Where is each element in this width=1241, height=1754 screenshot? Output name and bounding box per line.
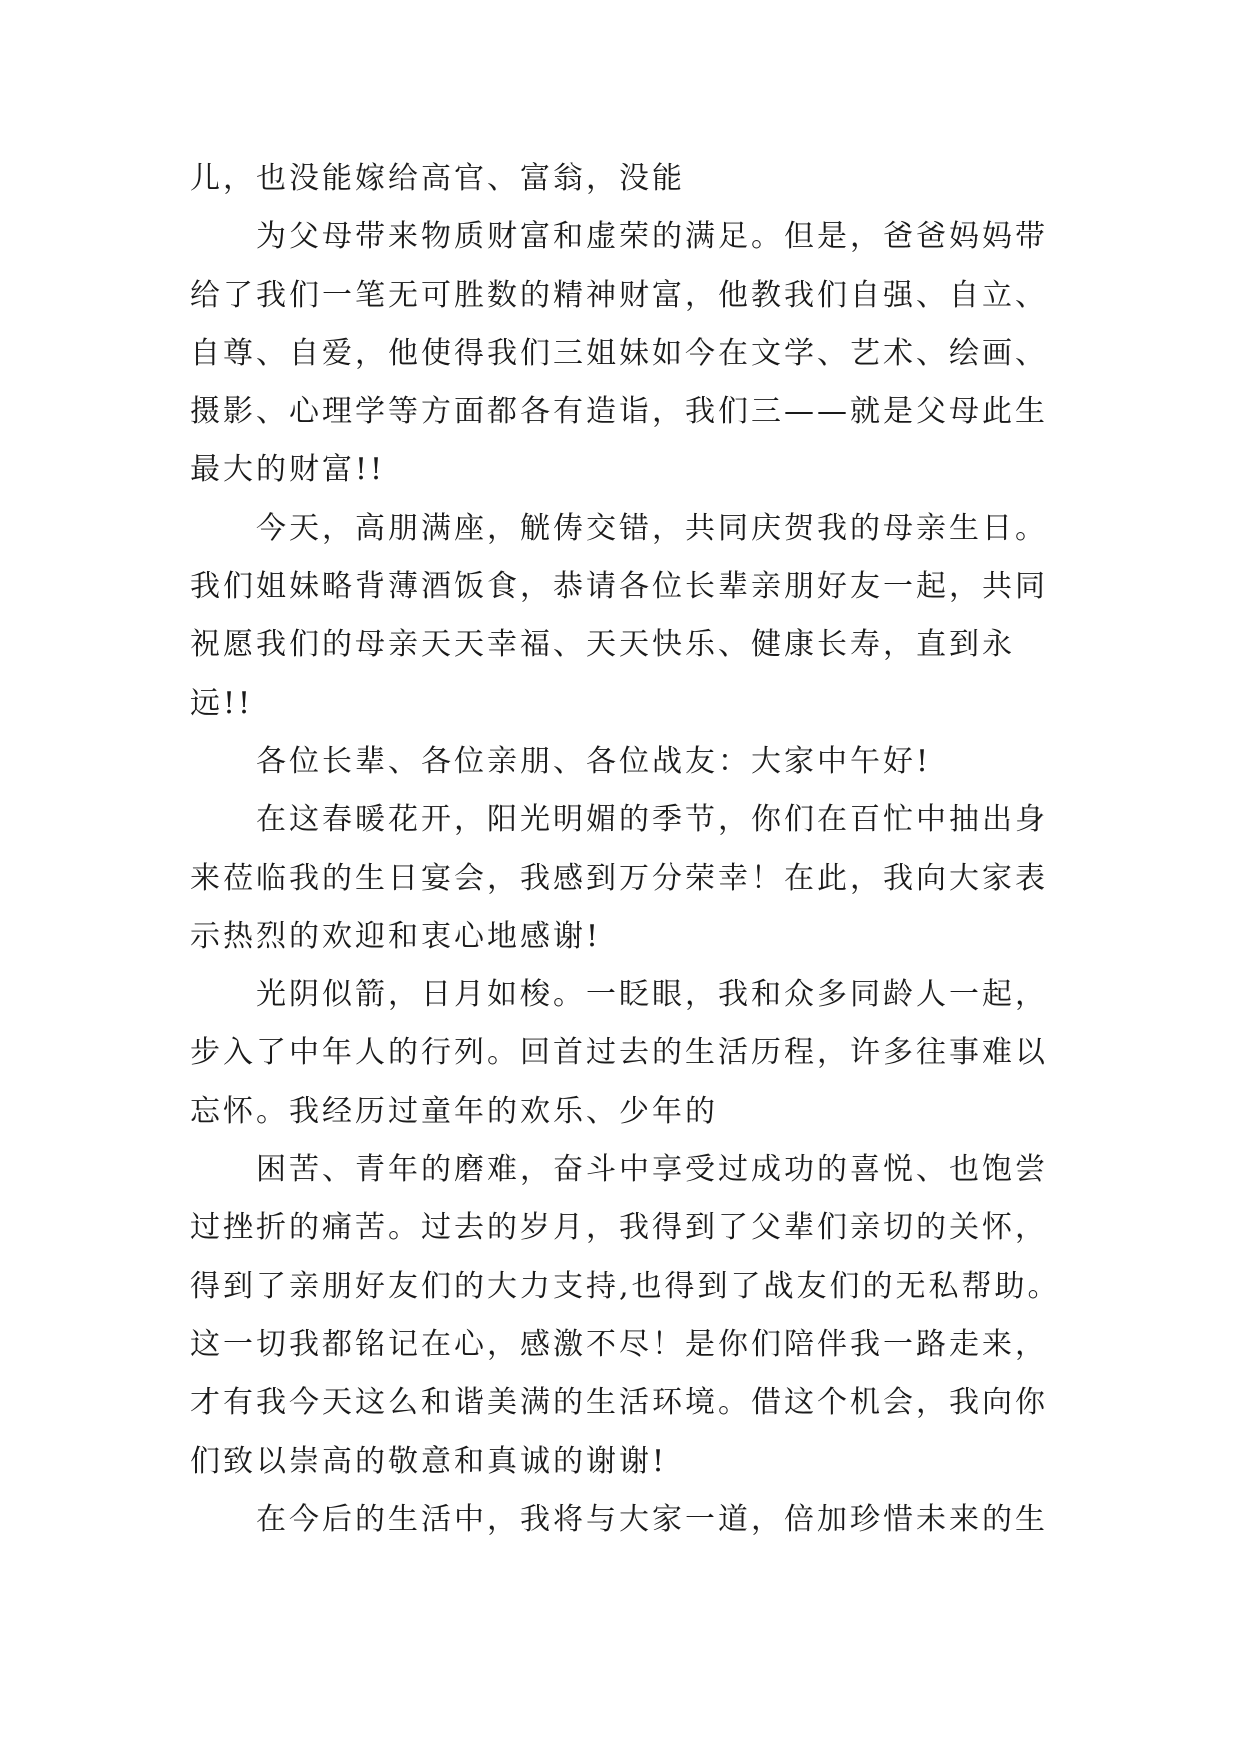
text-line: 步入了中年人的行列。回首过去的生活历程，许多往事难以: [190, 1035, 1048, 1071]
text-line: 摄影、心理学等方面都各有造诣，我们三——就是父母此生: [190, 394, 1048, 430]
text-line: 过挫折的痛苦。过去的岁月，我得到了父辈们亲切的关怀，: [190, 1210, 1048, 1246]
document-body: [190, 150, 1070, 1549]
text-line: 这一切我都铭记在心，感激不尽！是你们陪伴我一路走来，: [190, 1326, 1048, 1362]
text-line: 各位长辈、各位亲朋、各位战友：大家中午好!: [256, 743, 932, 779]
text-line: 为父母带来物质财富和虚荣的满足。但是，爸爸妈妈带: [256, 219, 1048, 255]
text-line: 我们姐妹略背薄酒饭食，恭请各位长辈亲朋好友一起，共同: [190, 569, 1048, 605]
text-line: 给了我们一笔无可胜数的精神财富，他教我们自强、自立、: [190, 277, 1048, 313]
text-line: 光阴似箭，日月如梭。一眨眼，我和众多同龄人一起，: [256, 977, 1048, 1013]
text-line: 困苦、青年的磨难，奋斗中享受过成功的喜悦、也饱尝: [256, 1152, 1048, 1188]
text-line: 儿，也没能嫁给高官、富翁，没能: [190, 161, 685, 196]
text-line: 远!!: [190, 685, 254, 721]
text-line: 示热烈的欢迎和衷心地感谢!: [190, 918, 602, 954]
text-line: 忘怀。我经历过童年的欢乐、少年的: [190, 1093, 718, 1129]
text-line: 们致以崇高的敬意和真诚的谢谢!: [190, 1443, 668, 1479]
text-line: 自尊、自爱，他使得我们三姐妹如今在文学、艺术、绘画、: [190, 335, 1048, 371]
text-line: 祝愿我们的母亲天天幸福、天天快乐、健康长寿，直到永: [190, 627, 1015, 663]
text-line: 来莅临我的生日宴会，我感到万分荣幸！在此，我向大家表: [190, 860, 1048, 896]
text-line: 在这春暖花开，阳光明媚的季节，你们在百忙中抽出身: [256, 802, 1048, 838]
text-line: 今天，高朋满座，觥俦交错，共同庆贺我的母亲生日。: [256, 510, 1048, 546]
text-line: 得到了亲朋好友们的大力支持,也得到了战友们的无私帮助。: [190, 1268, 1061, 1304]
text-line: 才有我今天这么和谐美满的生活环境。借这个机会，我向你: [190, 1385, 1048, 1421]
text-line: 在今后的生活中，我将与大家一道，倍加珍惜未来的生: [256, 1501, 1048, 1537]
text-line: 最大的财富!!: [190, 452, 386, 488]
